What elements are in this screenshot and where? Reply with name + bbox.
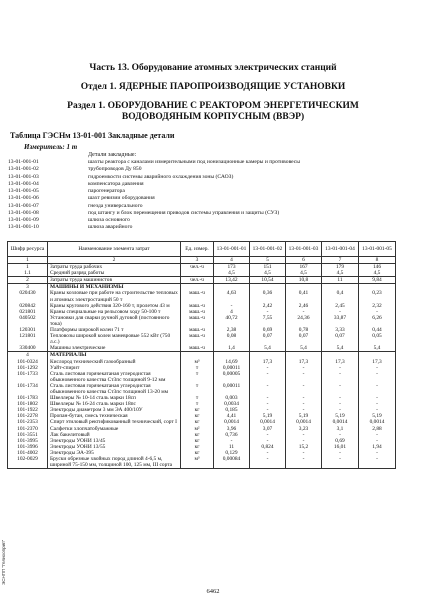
table-cell: -: [286, 365, 322, 371]
details-list: [8, 159, 300, 232]
table-cell: кг: [181, 432, 214, 438]
table-cell: 3: [8, 284, 48, 291]
table-cell: кг: [181, 450, 214, 456]
table-cell: Тепловозы широкой колеи маневровые 552 кВт (750 л.с.): [48, 333, 181, 345]
table-cell: чел.-ч: [181, 277, 214, 284]
detail-code: 13-01-001-03: [8, 173, 39, 180]
table-cell: МАТЕРИАЛЫ: [48, 352, 181, 359]
table-cell: 2,32: [359, 303, 396, 309]
table-cell: 17,3: [322, 359, 359, 365]
table-cell: 0,00011: [214, 383, 250, 395]
table-cell: 3,23: [286, 426, 322, 432]
table-cell: 4,5: [214, 270, 250, 277]
table-cell: 16,01: [322, 444, 359, 450]
table-cell: маш.-ч: [181, 309, 214, 315]
resource-table: [7, 241, 396, 469]
table-cell: 2: [8, 277, 48, 284]
table-cell: 179: [322, 264, 359, 271]
table-cell: 7,55: [250, 315, 286, 327]
table-cell: 7: [322, 257, 359, 264]
table-cell: 0,00084: [214, 456, 250, 469]
table-cell: Краны козловые при работе на строительстве тепловых и атомных электростанций 50 т: [48, 290, 181, 302]
table-cell: 3,07: [250, 426, 286, 432]
table-cell: Сталь листовая горячекатаная углеродистая обыкновенного качества Ст3пс толщиной 13-20 мм: [48, 383, 181, 395]
table-cell: -: [250, 365, 286, 371]
table-cell: маш.-ч: [181, 327, 214, 333]
table-cell: -: [322, 365, 359, 371]
table-cell: 0,003: [214, 395, 250, 401]
table-cell: 040502: [8, 315, 48, 327]
column-header: 13-01-001-04: [322, 242, 359, 257]
detail-code: 13-01-001-08: [8, 209, 39, 216]
table-cell: 020842: [8, 303, 48, 309]
table-cell: -: [359, 450, 396, 456]
table-cell: [214, 352, 250, 359]
table-cell: 14,69: [214, 359, 250, 365]
detail-text: шлюза основного: [88, 217, 130, 223]
table-cell: Установки для сварки ручной дуговой (постоянного тока): [48, 315, 181, 327]
table-cell: МАШИНЫ И МЕХАНИЗМЫ: [48, 284, 181, 291]
table-cell: маш.-ч: [181, 290, 214, 302]
table-cell: [359, 352, 396, 359]
table-cell: 15,2: [286, 444, 322, 450]
table-cell: [322, 352, 359, 359]
table-cell: -: [286, 450, 322, 456]
table-cell: 101-3996: [8, 444, 48, 450]
table-row: [8, 277, 396, 284]
table-cell: 101-2353: [8, 419, 48, 425]
detail-code: 13-01-001-06: [8, 195, 39, 202]
table-cell: 3,33: [322, 327, 359, 333]
table-cell: -: [286, 309, 322, 315]
table-cell: [250, 352, 286, 359]
table-cell: -: [250, 432, 286, 438]
table-cell: Пропан-бутан, смесь техническая: [48, 413, 181, 419]
table-cell: -: [322, 309, 359, 315]
table-cell: [214, 284, 250, 291]
unit-of-measure: Измеритель: 1 т: [24, 143, 78, 151]
table-cell: [322, 284, 359, 291]
table-cell: 173: [214, 264, 250, 271]
table-header-row: [8, 242, 396, 257]
column-header: 13-01-001-01: [214, 242, 250, 257]
table-cell: 101-3551: [8, 432, 48, 438]
table-cell: 0,05: [359, 333, 396, 345]
table-cell: Машины электрические: [48, 345, 181, 352]
subsection-heading-line2: ВОДОВОДЯНЫМ КОРПУСНЫМ (ВВЭР): [121, 112, 305, 122]
table-cell: 330400: [8, 345, 48, 352]
table-cell: 4: [214, 309, 250, 315]
table-cell: т: [181, 383, 214, 395]
table-cell: 0,78: [286, 327, 322, 333]
table-cell: 2: [48, 257, 181, 264]
table-cell: 4: [8, 352, 48, 359]
table-row: [8, 257, 396, 264]
table-cell: 0,44: [359, 327, 396, 333]
table-cell: 17,3: [286, 359, 322, 365]
table-cell: 0,185: [214, 407, 250, 413]
table-cell: -: [286, 395, 322, 401]
table-cell: маш.-ч: [181, 315, 214, 327]
table-cell: 11: [214, 444, 250, 450]
details-title: Детали закладные:: [88, 152, 137, 158]
detail-code: 13-01-001-10: [8, 224, 39, 231]
table-cell: 0,0014: [286, 419, 322, 425]
table-cell: 4,5: [286, 270, 322, 277]
table-cell: 146: [359, 264, 396, 271]
table-row: [8, 270, 396, 277]
table-cell: т: [181, 395, 214, 401]
table-cell: -: [359, 309, 396, 315]
table-cell: -: [322, 450, 359, 456]
table-cell: -: [286, 401, 322, 407]
table-cell: 3,1: [322, 426, 359, 432]
table-cell: 121801: [8, 333, 48, 345]
table-cell: кг: [181, 419, 214, 425]
table-cell: 0,4: [322, 290, 359, 302]
detail-item: [8, 159, 300, 166]
table-cell: 6,26: [359, 315, 396, 327]
detail-code: 13-01-001-02: [8, 166, 39, 173]
table-cell: 2,88: [359, 426, 396, 432]
column-header: Шифр ресурса: [8, 242, 48, 257]
table-cell: кг: [181, 407, 214, 413]
detail-text: шахт ревизии оборудования: [88, 195, 155, 202]
table-row: [8, 315, 396, 327]
table-cell: -: [250, 456, 286, 469]
table-cell: 4: [214, 257, 250, 264]
table-cell: -: [359, 407, 396, 413]
table-row: [8, 290, 396, 302]
table-cell: 102-0029: [8, 456, 48, 469]
table-cell: [286, 284, 322, 291]
table-cell: -: [359, 383, 396, 395]
table-cell: 8: [359, 257, 396, 264]
table-cell: 101-4002: [8, 450, 48, 456]
table-cell: кг: [181, 444, 214, 450]
table-cell: -: [250, 401, 286, 407]
detail-item: [8, 195, 300, 202]
table-cell: 2,46: [286, 303, 322, 309]
table-cell: 5,4: [322, 345, 359, 352]
table-cell: 5,19: [322, 413, 359, 419]
table-cell: -: [286, 407, 322, 413]
table-cell: -: [286, 432, 322, 438]
table-cell: Электроды УОНИ 13/45: [48, 438, 181, 444]
table-cell: Лак бакелитовый: [48, 432, 181, 438]
detail-text: гнезда универсального: [88, 202, 143, 209]
table-cell: Краны специальные на рельсовом ходу 50-100 т: [48, 309, 181, 315]
subsection-heading-line1: Раздел 1. ОБОРУДОВАНИЕ С РЕАКТОРОМ ЭНЕРГЕТИЧЕСКИМ: [67, 101, 359, 111]
table-cell: 1: [8, 257, 48, 264]
table-cell: 2,45: [322, 303, 359, 309]
detail-code: 13-01-001-01: [8, 159, 39, 165]
table-cell: 4,63: [214, 290, 250, 302]
table-cell: маш.-ч: [181, 345, 214, 352]
detail-item: [8, 181, 300, 188]
table-cell: -: [359, 432, 396, 438]
table-cell: 0,23: [359, 290, 396, 302]
table-cell: 5,4: [250, 345, 286, 352]
table-cell: маш.-ч: [181, 303, 214, 309]
table-cell: 1.1: [8, 270, 48, 277]
table-cell: -: [286, 371, 322, 383]
table-cell: -: [359, 456, 396, 469]
table-cell: 3,96: [214, 426, 250, 432]
table-cell: Краны кругового действия 320-160 т, пролетом 43 м: [48, 303, 181, 309]
table-cell: -: [322, 456, 359, 469]
table-cell: Электроды УОНИ 13/55: [48, 444, 181, 450]
table-cell: 0,07: [322, 333, 359, 345]
table-cell: 1,4: [214, 345, 250, 352]
table-cell: 2,38: [214, 327, 250, 333]
table-cell: 17,3: [359, 359, 396, 365]
table-cell: 33,87: [322, 315, 359, 327]
table-cell: Бруски обрезные хвойных пород длиной 4-6,5 м, шириной 75-150 мм, толщиной 100, 125 мм, III сорта: [48, 456, 181, 469]
table-cell: 0,41: [286, 290, 322, 302]
table-cell: Затраты труда машинистов: [48, 277, 181, 284]
table-row: [8, 352, 396, 359]
table-cell: -: [250, 407, 286, 413]
table-cell: -: [250, 309, 286, 315]
table-cell: т: [181, 401, 214, 407]
table-cell: Спирт этиловый ректификованный технический, сорт I: [48, 419, 181, 425]
table-cell: 101-0324: [8, 359, 48, 365]
table-cell: 0,00011: [214, 365, 250, 371]
table-cell: -: [322, 407, 359, 413]
detail-text: парогенератора: [88, 188, 125, 194]
table-cell: 5,4: [359, 345, 396, 352]
detail-text: шахты реактора с каналами измерительными под ионизационные камеры и противовесы: [88, 159, 301, 165]
table-cell: 0,0034: [214, 401, 250, 407]
table-cell: -: [286, 383, 322, 395]
detail-code: 13-01-001-07: [8, 202, 39, 209]
table-cell: -: [322, 383, 359, 395]
table-cell: 24,36: [286, 315, 322, 327]
detail-item: [8, 224, 300, 231]
table-cell: -: [214, 438, 250, 444]
column-header: 13-01-001-05: [359, 242, 396, 257]
table-cell: Средний разряд работы: [48, 270, 181, 277]
table-cell: -: [250, 371, 286, 383]
table-cell: 10,8: [286, 277, 322, 284]
table-cell: 0,07: [250, 333, 286, 345]
table-cell: -: [250, 383, 286, 395]
table-cell: т: [181, 365, 214, 371]
table-cell: [250, 284, 286, 291]
table-cell: -: [322, 432, 359, 438]
table-row: [8, 303, 396, 309]
table-cell: т: [181, 371, 214, 383]
table-cell: 4,5: [250, 270, 286, 277]
table-cell: 0,36: [250, 290, 286, 302]
detail-item: [8, 210, 300, 217]
table-cell: -: [250, 450, 286, 456]
table-row: [8, 456, 396, 469]
table-cell: 17,3: [250, 359, 286, 365]
table-row: [8, 333, 396, 345]
table-cell: 1: [8, 264, 48, 271]
table-cell: 13,42: [214, 277, 250, 284]
table-cell: -: [250, 438, 286, 444]
table-title: Таблица ГЭСНм 13-01-001 Закладные детали: [10, 131, 175, 140]
detail-code: 13-01-001-04: [8, 180, 39, 187]
detail-text: шлюза аварийного: [88, 224, 133, 231]
table-cell: Уайт-спирит: [48, 365, 181, 371]
table-cell: 0,129: [214, 450, 250, 456]
detail-item: [8, 203, 300, 210]
table-cell: -: [322, 401, 359, 407]
column-header: Ед. измер.: [181, 242, 214, 257]
table-cell: 101-1922: [8, 407, 48, 413]
table-cell: 0,824: [250, 444, 286, 450]
side-note: ЭСНПП "Гелиооприп": [1, 539, 6, 585]
table-cell: [359, 284, 396, 291]
table-cell: 020430: [8, 290, 48, 302]
page-number: 6462: [206, 588, 220, 595]
table-cell: 4,41: [214, 413, 250, 419]
part-heading: Часть 13. Оборудование атомных электрических станций: [89, 63, 337, 73]
table-cell: -: [359, 371, 396, 383]
table-cell: -: [359, 365, 396, 371]
table-row: [8, 383, 396, 395]
table-cell: 151: [250, 264, 286, 271]
table-cell: [181, 270, 214, 277]
table-cell: Платформы широкой колеи 71 т: [48, 327, 181, 333]
table-cell: кг: [181, 413, 214, 419]
table-cell: Кислород технический газообразный: [48, 359, 181, 365]
table-cell: 120301: [8, 327, 48, 333]
table-cell: 101-2278: [8, 413, 48, 419]
table-cell: Салфетки хлопчатобумажные: [48, 426, 181, 432]
subsection-heading: [0, 101, 426, 123]
detail-code: 13-01-001-09: [8, 217, 39, 223]
table-cell: 4,5: [322, 270, 359, 277]
table-cell: 2,42: [250, 303, 286, 309]
table-cell: м²: [181, 426, 214, 432]
detail-text: под штангу и блок перемещения приводов системы управления и защиты (СУЗ): [88, 209, 280, 216]
table-cell: маш.-ч: [181, 333, 214, 345]
table-cell: Затраты труда рабочих: [48, 264, 181, 271]
table-cell: 0,0014: [214, 419, 250, 425]
table-cell: 1,94: [359, 444, 396, 450]
table-cell: 0,69: [322, 438, 359, 444]
column-header: Наименование элемента затрат: [48, 242, 181, 257]
table-cell: Сталь листовая горячекатаная углеродистая обыкновенного качества Ст3пс толщиной 9-12 мм: [48, 371, 181, 383]
table-cell: Швеллеры № 10-14 сталь марки 18сп: [48, 395, 181, 401]
table-cell: 101-1733: [8, 371, 48, 383]
table-cell: 167: [286, 264, 322, 271]
table-cell: 5,19: [359, 413, 396, 419]
table-cell: 0,0014: [250, 419, 286, 425]
table-row: [8, 371, 396, 383]
table-cell: 101-2370: [8, 426, 48, 432]
table-cell: Электроды диаметром 3 мм ЭА 400/10У: [48, 407, 181, 413]
table-cell: чел.-ч: [181, 264, 214, 271]
table-cell: -: [322, 371, 359, 383]
detail-item: [8, 174, 300, 181]
column-header: 13-01-001-03: [286, 242, 322, 257]
table-cell: -: [214, 303, 250, 309]
detail-code: 13-01-001-05: [8, 188, 39, 194]
detail-text: трубопроводов Ду 850: [88, 166, 142, 173]
table-cell: 4,5: [359, 270, 396, 277]
table-cell: -: [359, 395, 396, 401]
table-cell: 101-1783: [8, 395, 48, 401]
table-cell: 101-1734: [8, 383, 48, 395]
table-cell: -: [322, 395, 359, 401]
table-cell: 101-3995: [8, 438, 48, 444]
table-cell: 5,19: [250, 413, 286, 419]
table-cell: 11: [322, 277, 359, 284]
table-cell: 0,08: [214, 333, 250, 345]
table-cell: 0,736: [214, 432, 250, 438]
table-cell: 0,0014: [359, 419, 396, 425]
table-cell: -: [359, 438, 396, 444]
table-cell: -: [286, 456, 322, 469]
table-cell: -: [250, 395, 286, 401]
table-cell: 101-1802: [8, 401, 48, 407]
table-cell: 0,00005: [214, 371, 250, 383]
table-cell: 3: [181, 257, 214, 264]
detail-item: [8, 166, 300, 173]
table-cell: [286, 352, 322, 359]
table-cell: [181, 284, 214, 291]
column-header: 13-01-001-02: [250, 242, 286, 257]
table-cell: м³: [181, 456, 214, 469]
table-cell: 5,4: [286, 345, 322, 352]
detail-text: гидроемкости системы аварийного охлаждения зоны (САОЗ): [88, 173, 234, 180]
table-cell: 5: [250, 257, 286, 264]
table-row: [8, 345, 396, 352]
section-heading: Отдел 1. ЯДЕРНЫЕ ПАРОПРОИЗВОДЯЩИЕ УСТАНОВКИ: [80, 82, 346, 92]
table-cell: м³: [181, 359, 214, 365]
table-cell: Швеллеры № 16-24 сталь марки 18пс: [48, 401, 181, 407]
table-cell: кг: [181, 438, 214, 444]
detail-text: компенсатора давления: [88, 180, 144, 187]
table-cell: 101-1292: [8, 365, 48, 371]
table-cell: 5,19: [286, 413, 322, 419]
table-cell: 9,84: [359, 277, 396, 284]
table-cell: 0,07: [286, 333, 322, 345]
table-cell: 0,69: [250, 327, 286, 333]
table-cell: 40,72: [214, 315, 250, 327]
table-cell: 021801: [8, 309, 48, 315]
table-cell: [181, 352, 214, 359]
table-cell: 0,0014: [322, 419, 359, 425]
table-cell: -: [286, 438, 322, 444]
table-cell: 6: [286, 257, 322, 264]
table-cell: 10,54: [250, 277, 286, 284]
detail-item: [8, 217, 300, 224]
table-cell: Электроды ЭА-395: [48, 450, 181, 456]
table-cell: -: [359, 401, 396, 407]
